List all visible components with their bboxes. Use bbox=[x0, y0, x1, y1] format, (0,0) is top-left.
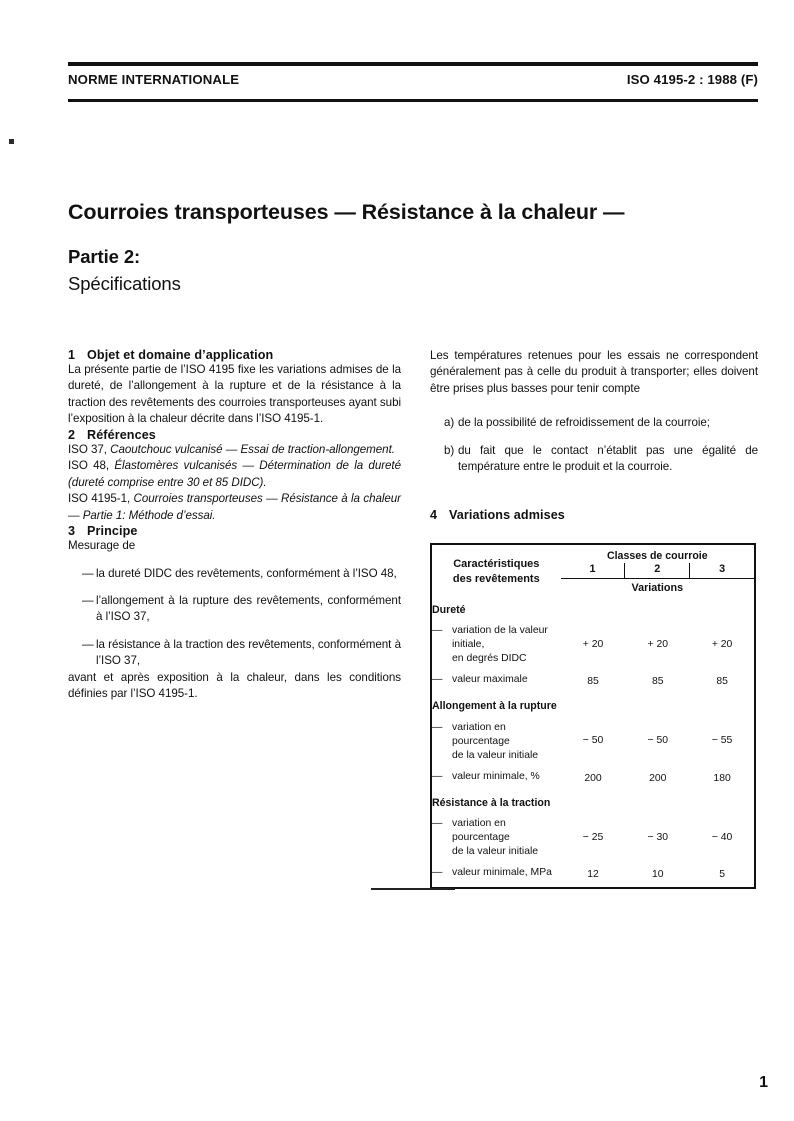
label-line2: de la valeur initiale bbox=[452, 846, 539, 858]
list-item bbox=[68, 637, 401, 670]
table-cell: + 20 bbox=[711, 638, 733, 650]
table-row bbox=[431, 669, 755, 694]
table-cell: 200 bbox=[649, 772, 667, 784]
table-cell: 85 bbox=[716, 676, 728, 688]
reference-code: ISO 48, bbox=[68, 459, 115, 473]
table-header-class-numbers bbox=[561, 563, 754, 578]
table-row bbox=[431, 791, 755, 812]
section-3-title: Principe bbox=[87, 524, 138, 539]
table-row bbox=[431, 619, 755, 669]
list-item bbox=[68, 593, 401, 626]
table-dash-marker: — bbox=[432, 867, 443, 879]
table-cell bbox=[561, 694, 626, 715]
list-item bbox=[430, 443, 758, 476]
list-item-text: du fait que le contact n’établit pas une égalité de température entre le produit et la courroie. bbox=[458, 443, 758, 474]
section-4-number: 4 bbox=[430, 507, 438, 522]
table-dash-marker: — bbox=[432, 625, 443, 637]
variations-table-wrapper bbox=[430, 543, 756, 889]
list-item bbox=[430, 415, 758, 431]
table-cell bbox=[625, 598, 690, 619]
table-row bbox=[431, 716, 755, 766]
table-cell: 85 bbox=[587, 676, 599, 688]
reference-entry bbox=[68, 458, 401, 491]
table-cell: 200 bbox=[584, 772, 602, 784]
list-dash-marker: — bbox=[82, 637, 94, 651]
reference-entry bbox=[68, 442, 401, 458]
scan-artifact: · · · · ·· · ·· · · · ·· ·· · · · · ·· ·· ·· · · ·· · · ·· · · · ·· · · ·· · · bbox=[70, 966, 364, 973]
table-row-label bbox=[431, 766, 561, 791]
section-3-number: 3 bbox=[68, 524, 76, 539]
table-cell: 85 bbox=[652, 676, 664, 688]
label-line1: variation en pourcentage bbox=[452, 721, 510, 747]
table-header-variations-label: Variations bbox=[561, 578, 754, 598]
table-header-class-1: 1 bbox=[589, 563, 596, 575]
section-1-number: 1 bbox=[68, 348, 76, 362]
list-item-text: l’allongement à la rupture des revêtements, conformément à l’ISO 37, bbox=[96, 593, 401, 624]
section-4-title: Variations admises bbox=[449, 507, 565, 522]
table-cell bbox=[561, 598, 626, 619]
table-cell: − 25 bbox=[582, 831, 604, 843]
table-header-char-line1: Caractéristiques bbox=[453, 557, 540, 570]
table-cell bbox=[625, 791, 690, 812]
table-cell bbox=[690, 791, 755, 812]
section-4-heading bbox=[430, 508, 758, 522]
page-title: Courroies transporteuses — Résistance à la chaleur — bbox=[68, 200, 625, 224]
table-cell bbox=[561, 791, 626, 812]
section-3-lead: Mesurage de bbox=[68, 539, 136, 553]
section-3-heading bbox=[68, 524, 401, 538]
table-row bbox=[431, 812, 755, 862]
table-cell: + 20 bbox=[582, 638, 604, 650]
list-letter-marker: a) bbox=[444, 416, 455, 430]
table-cell: + 20 bbox=[647, 638, 669, 650]
table-row-label bbox=[431, 619, 561, 669]
section-1-heading bbox=[68, 348, 401, 362]
section-2-title: Références bbox=[87, 427, 156, 442]
table-cell bbox=[690, 598, 755, 619]
scan-edge-mark bbox=[9, 139, 14, 144]
list-dash-marker: — bbox=[82, 593, 94, 607]
title-subtitle: Spécifications bbox=[68, 272, 181, 294]
table-header-classes-label: Classes de courroie bbox=[606, 550, 708, 562]
table-group-title: Allongement à la rupture bbox=[432, 700, 557, 713]
reference-title: Caoutchouc vulcanisé — Essai de traction-allongement. bbox=[110, 442, 395, 456]
variations-table bbox=[430, 543, 756, 889]
table-group-title: Dureté bbox=[432, 604, 466, 616]
list-item-text: de la possibilité de refroidissement de la courroie; bbox=[458, 416, 710, 430]
table-row-label bbox=[431, 669, 561, 694]
table-cell bbox=[625, 694, 690, 715]
table-row-label-text: valeur maximale bbox=[452, 674, 528, 686]
header-rule-top bbox=[68, 62, 758, 66]
table-cell: − 40 bbox=[711, 831, 733, 843]
table-cell: 12 bbox=[587, 869, 599, 881]
header-standard-ref: ISO 4195-2 : 1988 (F) bbox=[626, 72, 758, 87]
header-rule-bottom bbox=[68, 99, 758, 102]
table-row bbox=[431, 694, 755, 715]
table-dash-marker: — bbox=[432, 721, 443, 733]
label-line1: variation en pourcentage bbox=[452, 818, 510, 844]
footer-divider-rule bbox=[371, 888, 455, 890]
table-header-class-3: 3 bbox=[689, 563, 754, 578]
header-standard-type: NORME INTERNATIONALE bbox=[68, 72, 240, 87]
table-header-characteristics bbox=[431, 544, 561, 598]
page-header bbox=[68, 72, 758, 87]
table-row-label-text: valeur minimale, % bbox=[452, 770, 540, 782]
scan-artifact: · · ·· · · · ·· · · · · bbox=[580, 980, 667, 987]
list-letter-marker: b) bbox=[444, 443, 455, 457]
table-row-label-text bbox=[452, 817, 561, 859]
table-row bbox=[431, 766, 755, 791]
table-header-class-2: 2 bbox=[624, 563, 689, 578]
section-1-body: La présente partie de l’ISO 4195 fixe les variations admises de la dureté, de l’allongement à la rupture et de la résistance à la traction des revêtements des courroies transporteuses ayant subi l’exposition à la chaleur décrite dans l’ISO 4195-1. bbox=[68, 363, 401, 426]
label-line2: en degrés DIDC bbox=[452, 653, 527, 665]
list-item-text: la résistance à la traction des revêtements, conformément à l’ISO 37, bbox=[96, 637, 401, 668]
reference-code: ISO 37, bbox=[68, 442, 111, 456]
table-row bbox=[431, 598, 755, 619]
table-header-char-line2: des revêtements bbox=[452, 572, 540, 585]
table-group-title: Résistance à la traction bbox=[432, 796, 551, 809]
section-1-title: Objet et domaine d’application bbox=[87, 348, 274, 362]
title-part: Partie 2: bbox=[68, 245, 141, 267]
reference-title: Élastomères vulcanisés — Détermination de la dureté (dureté comprise entre 30 et 85 DIDC). bbox=[68, 459, 401, 489]
list-item bbox=[68, 566, 401, 582]
table-row bbox=[431, 862, 755, 888]
label-line1: variation de la valeur initiale, bbox=[452, 625, 548, 651]
table-row-label bbox=[431, 716, 561, 766]
table-cell: 10 bbox=[652, 869, 664, 881]
reference-entry bbox=[68, 491, 401, 524]
table-cell: − 50 bbox=[582, 735, 604, 747]
table-cell: − 50 bbox=[647, 735, 669, 747]
scan-artifact: · · ·· · · · · ·· · · · · bbox=[380, 1000, 475, 1007]
table-header-classes-group bbox=[561, 544, 755, 598]
table-row-label-text bbox=[452, 721, 561, 763]
section-2-heading bbox=[68, 428, 401, 442]
table-cell: 180 bbox=[713, 772, 731, 784]
document-title-block bbox=[68, 200, 768, 295]
list-item-text: la dureté DIDC des revêtements, conformément à l’ISO 48, bbox=[96, 566, 397, 580]
section-3-closing: avant et après exposition à la chaleur, dans les conditions définies par l’ISO 4195-1. bbox=[68, 670, 401, 701]
table-row-label-text: valeur minimale, MPa bbox=[452, 867, 552, 879]
table-row-label-text bbox=[452, 624, 561, 666]
table-row-label bbox=[431, 812, 561, 862]
left-column bbox=[68, 348, 401, 703]
table-header-row bbox=[431, 544, 755, 598]
table-cell bbox=[690, 694, 755, 715]
table-dash-marker: — bbox=[432, 770, 443, 782]
right-column bbox=[430, 348, 758, 522]
table-cell: 5 bbox=[719, 869, 725, 881]
label-line2: de la valeur initiale bbox=[452, 749, 539, 761]
list-dash-marker: — bbox=[82, 566, 94, 580]
table-row-label bbox=[431, 862, 561, 888]
page-number: 1 bbox=[759, 1074, 768, 1091]
reference-code: ISO 4195-1, bbox=[68, 492, 134, 506]
table-cell: − 55 bbox=[711, 735, 733, 747]
intro-paragraph: Les températures retenues pour les essais ne correspondent généralement pas à celle du produit à transporter; elles doivent être prises plus basses pour tenir compte bbox=[430, 349, 758, 395]
reference-title: Courroies transporteuses — Résistance à la chaleur — Partie 1: Méthode d’essai. bbox=[68, 492, 401, 522]
table-cell: − 30 bbox=[647, 831, 669, 843]
section-2-number: 2 bbox=[68, 427, 76, 442]
table-dash-marker: — bbox=[432, 818, 443, 830]
table-dash-marker: — bbox=[432, 674, 443, 686]
